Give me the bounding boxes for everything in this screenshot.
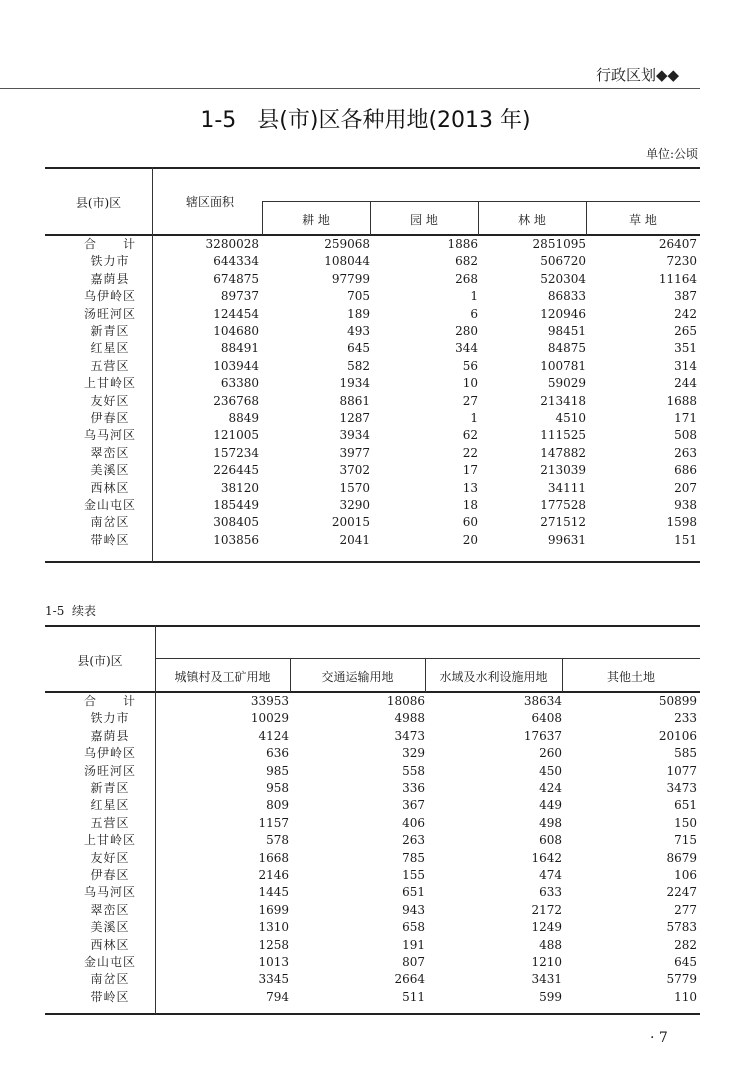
table-cell: 645 [674,955,697,969]
table-cell: 958 [266,781,289,795]
row-name: 友好区 [90,850,130,865]
row-name: 新青区 [90,781,130,795]
table-cell: 86833 [547,289,586,304]
table-2-header-col: 其他土地 [606,670,655,684]
table-row [45,393,700,410]
row-name: 合 计 [83,237,136,251]
table-cell: 633 [539,885,562,900]
table-cell: 280 [455,324,478,338]
row-name: 乌马河区 [83,885,136,900]
table-cell: 185449 [213,498,259,512]
table-row [45,989,700,1006]
table-cell: 406 [402,815,425,830]
table-cell: 336 [402,781,425,795]
table-cell: 351 [674,341,697,356]
table-cell: 17 [462,463,478,478]
page-number: · 7 [650,1030,668,1046]
table-cell: 5779 [666,972,697,987]
table-cell: 450 [539,763,562,778]
row-name: 上甘岭区 [83,376,136,391]
table-cell: 3473 [666,781,697,795]
table-cell: 106 [674,868,697,882]
table-cell: 89737 [220,289,259,304]
table-cell: 2851095 [532,237,586,251]
table-cell: 121005 [213,428,259,443]
table-row [45,693,700,710]
table-cell: 3280028 [205,237,259,251]
table-row [45,710,700,727]
row-name: 红星区 [90,341,130,356]
table-row [45,937,700,954]
table-row [45,323,700,340]
table-row [45,780,700,797]
table-cell: 191 [402,937,425,952]
table-cell: 658 [402,920,425,935]
table-cell: 1570 [339,480,370,495]
table-cell: 785 [402,850,425,865]
table-cell: 985 [266,763,289,778]
table-cell: 943 [402,902,425,917]
table-cell: 1445 [258,885,289,900]
table-cell: 1688 [666,393,697,408]
table-cell: 449 [539,798,562,813]
table-cell: 474 [539,868,562,882]
table-cell: 705 [347,289,370,304]
row-name: 美溪区 [90,463,130,478]
row-name: 新青区 [90,324,130,338]
table-cell: 578 [266,833,289,848]
table-cell: 271512 [540,515,586,530]
row-name: 汤旺河区 [83,306,136,321]
table-cell: 260 [539,746,562,761]
table-cell: 242 [674,306,697,321]
table-cell: 157234 [213,445,259,460]
table-cell: 387 [674,289,697,304]
table-cell: 682 [455,254,478,269]
table-cell: 582 [347,358,370,373]
table-cell: 282 [674,937,697,952]
table-cell: 1310 [258,920,289,935]
table-cell: 651 [674,798,697,813]
table-1-header-col: 耕 地 [302,213,330,227]
row-name: 嘉荫县 [90,728,130,743]
table-cell: 4988 [394,711,425,726]
table-row [45,288,700,305]
row-name: 铁力市 [90,254,130,269]
table-row [45,867,700,884]
row-name: 美溪区 [90,920,130,935]
table-cell: 1668 [258,850,289,865]
table-cell: 4124 [258,728,289,743]
table-cell: 314 [674,358,697,373]
table-cell: 171 [674,411,697,425]
table-2-top-rule [45,625,700,627]
table-2-bottom-rule [45,1013,700,1015]
table-cell: 27 [462,393,478,408]
table-cell: 585 [674,746,697,761]
table-cell: 236768 [213,393,259,408]
table-cell: 3290 [339,498,370,512]
table-row [45,532,700,549]
table-cell: 20015 [331,515,370,530]
table-cell: 807 [402,955,425,969]
table-row [45,358,700,375]
table-2-header-col: 城镇村及工矿用地 [174,670,271,684]
table-cell: 2172 [531,902,562,917]
table-cell: 104680 [213,324,259,338]
table-row [45,797,700,814]
table-cell: 4510 [555,411,586,425]
row-name: 南岔区 [90,972,130,987]
table-cell: 520304 [540,271,586,286]
table-cell: 3702 [339,463,370,478]
table-cell: 63380 [220,376,259,391]
table-row [45,306,700,323]
table-cell: 608 [539,833,562,848]
table-cell: 13 [462,480,478,495]
page-title: 1-5 县(市)区各种用地(2013 年) [200,108,531,133]
table-cell: 213039 [540,463,586,478]
table-row [45,815,700,832]
unit-label: 单位:公顷 [645,147,698,161]
table-cell: 644334 [213,254,259,269]
table-cell: 308405 [213,515,259,530]
table-cell: 108044 [324,254,370,269]
table-cell: 99631 [547,532,586,547]
table-cell: 111525 [540,428,586,443]
row-name: 合 计 [83,694,136,708]
continuation-label: 1-5 续表 [45,604,96,618]
table-cell: 103856 [213,532,259,547]
table-cell: 226445 [213,463,259,478]
table-row [45,410,700,427]
table-cell: 5783 [666,920,697,935]
table-cell: 98451 [547,324,586,338]
row-name: 铁力市 [90,711,130,726]
row-name: 西林区 [90,937,130,952]
table-cell: 259068 [324,237,370,251]
table-cell: 794 [266,989,289,1004]
table-row [45,462,700,479]
table-cell: 277 [674,902,697,917]
table-cell: 3345 [258,972,289,987]
row-name: 带岭区 [90,532,130,547]
table-cell: 17637 [523,728,562,743]
table-cell: 599 [539,989,562,1004]
row-name: 五营区 [90,358,130,373]
table-2-header-col: 交通运输用地 [321,670,394,684]
row-name: 翠峦区 [90,902,130,917]
table-row [45,480,700,497]
table-cell: 2146 [258,868,289,882]
table-cell: 1287 [339,411,370,425]
table-1-header-col: 草 地 [629,213,657,227]
table-row [45,253,700,270]
table-1-header-col: 园 地 [410,213,438,227]
table-cell: 268 [455,271,478,286]
table-row [45,902,700,919]
table-cell: 20106 [658,728,697,743]
table-cell: 88491 [220,341,259,356]
table-cell: 1 [470,289,478,304]
table-cell: 97799 [331,271,370,286]
table-cell: 120946 [540,306,586,321]
table-cell: 207 [674,480,697,495]
table-cell: 263 [674,445,697,460]
table-cell: 1598 [666,515,697,530]
table-row [45,236,700,253]
table-cell: 1077 [666,763,697,778]
table-cell: 155 [402,868,425,882]
running-head-rule [0,88,700,89]
table-cell: 50899 [658,694,697,708]
table-2-subheader-rule [155,658,700,659]
table-cell: 20 [462,532,478,547]
table-cell: 1249 [531,920,562,935]
table-cell: 8861 [339,393,370,408]
table-row [45,427,700,444]
table-row [45,884,700,901]
table-cell: 6 [470,306,478,321]
table-cell: 493 [347,324,370,338]
table-cell: 10 [462,376,478,391]
running-head: 行政区划◆◆ [596,66,680,84]
table-cell: 3977 [339,445,370,460]
table-cell: 244 [674,376,697,391]
table-row [45,763,700,780]
table-cell: 329 [402,746,425,761]
table-cell: 60 [462,515,478,530]
table-cell: 511 [402,989,425,1004]
table-cell: 367 [402,798,425,813]
table-cell: 38120 [220,480,259,495]
table-cell: 645 [347,341,370,356]
row-name: 带岭区 [90,989,130,1004]
table-row [45,745,700,762]
table-cell: 124454 [213,306,259,321]
table-row [45,375,700,392]
table-cell: 59029 [547,376,586,391]
table-cell: 1258 [258,937,289,952]
row-name: 南岔区 [90,515,130,530]
table-cell: 8849 [228,411,259,425]
table-2-header-col: 水域及水利设施用地 [439,670,548,684]
table-cell: 22 [462,445,478,460]
table-cell: 6408 [531,711,562,726]
table-1-header-stub: 县(市)区 [75,196,122,210]
table-cell: 189 [347,306,370,321]
table-cell: 508 [674,428,697,443]
table-cell: 34111 [547,480,586,495]
table-row [45,514,700,531]
table-row [45,919,700,936]
table-cell: 1013 [258,955,289,969]
table-cell: 1934 [339,376,370,391]
table-cell: 150 [674,815,697,830]
table-row [45,445,700,462]
table-cell: 1 [470,411,478,425]
table-cell: 103944 [213,358,259,373]
table-cell: 263 [402,833,425,848]
table-cell: 498 [539,815,562,830]
table-cell: 1699 [258,902,289,917]
table-cell: 506720 [540,254,586,269]
table-cell: 100781 [540,358,586,373]
row-name: 上甘岭区 [83,833,136,848]
table-cell: 715 [674,833,697,848]
table-cell: 686 [674,463,697,478]
table-cell: 177528 [540,498,586,512]
table-cell: 151 [674,532,697,547]
row-name: 红星区 [90,798,130,813]
table-cell: 1642 [531,850,562,865]
table-cell: 147882 [540,445,586,460]
row-name: 五营区 [90,815,130,830]
table-cell: 558 [402,763,425,778]
table-cell: 424 [539,781,562,795]
table-cell: 8679 [666,850,697,865]
table-1-bottom-rule [45,561,700,563]
table-2-header-stub: 县(市)区 [77,654,123,668]
table-cell: 18086 [386,694,425,708]
table-1-top-rule [45,167,700,169]
row-name: 乌马河区 [83,428,136,443]
row-name: 伊春区 [90,411,130,425]
table-cell: 2247 [666,885,697,900]
row-name: 西林区 [90,480,130,495]
table-cell: 3473 [394,728,425,743]
table-cell: 3431 [531,972,562,987]
table-cell: 2041 [339,532,370,547]
table-cell: 213418 [540,393,586,408]
table-cell: 38634 [523,694,562,708]
table-cell: 26407 [658,237,697,251]
table-row [45,340,700,357]
table-cell: 18 [462,498,478,512]
table-cell: 265 [674,324,697,338]
row-name: 嘉荫县 [90,271,130,286]
table-cell: 110 [674,989,697,1004]
table-cell: 56 [462,358,478,373]
table-cell: 33953 [250,694,289,708]
row-name: 金山屯区 [83,498,136,512]
table-1-header-col: 林 地 [518,213,546,227]
row-name: 乌伊岭区 [83,289,136,304]
row-name: 伊春区 [90,868,130,882]
table-cell: 674875 [213,271,259,286]
table-cell: 1210 [531,955,562,969]
table-cell: 233 [674,711,697,726]
row-name: 汤旺河区 [83,763,136,778]
table-cell: 11164 [658,271,697,286]
row-name: 金山屯区 [83,955,136,969]
table-cell: 636 [266,746,289,761]
table-row [45,850,700,867]
table-row [45,497,700,514]
table-row [45,728,700,745]
table-cell: 1157 [258,815,289,830]
table-row [45,954,700,971]
row-name: 乌伊岭区 [83,746,136,761]
table-cell: 938 [674,498,697,512]
table-cell: 3934 [339,428,370,443]
table-row [45,832,700,849]
table-cell: 2664 [394,972,425,987]
table-cell: 62 [462,428,478,443]
table-cell: 84875 [547,341,586,356]
row-name: 翠峦区 [90,445,130,460]
table-cell: 344 [455,341,478,356]
table-cell: 7230 [666,254,697,269]
table-cell: 651 [402,885,425,900]
table-cell: 10029 [250,711,289,726]
table-row [45,971,700,988]
table-cell: 1886 [447,237,478,251]
table-1-subheader-rule [262,201,700,202]
table-cell: 488 [539,937,562,952]
table-row [45,271,700,288]
row-name: 友好区 [90,393,130,408]
table-cell: 809 [266,798,289,813]
table-1-header-total: 辖区面积 [185,195,234,209]
